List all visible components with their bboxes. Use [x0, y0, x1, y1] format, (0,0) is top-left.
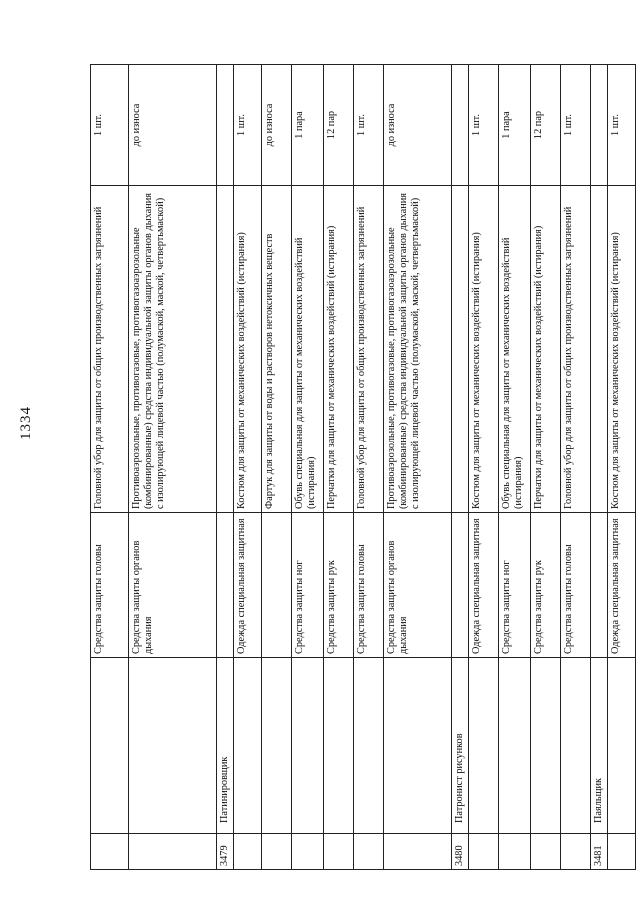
row-item: Костюм для защиты от механических воздействий (истирания) — [608, 186, 636, 513]
row-category: Средства защиты ног — [292, 513, 324, 658]
row-category: Одежда специальная защитная — [608, 513, 636, 658]
row-norm: до износа — [129, 65, 217, 186]
row-category: Средства защиты головы — [91, 513, 129, 658]
table-row — [262, 65, 292, 870]
row-profession — [531, 658, 561, 834]
row-profession — [234, 658, 262, 834]
ppe-norms-table — [90, 65, 621, 870]
row-norm: 1 шт. — [469, 65, 499, 186]
row-norm: до износа — [384, 65, 452, 186]
row-item: Обувь специальная для защиты от механических воздействий (истирания) — [292, 186, 324, 513]
table-row — [292, 65, 324, 870]
row-category: Средства защиты головы — [354, 513, 384, 658]
row-code — [292, 834, 324, 870]
row-profession: Патинировщик — [217, 658, 234, 834]
row-norm: 1 шт. — [354, 65, 384, 186]
row-item: Противоаэрозольные, противогазовые, противогазоаэрозольные (комбинированные) средства индивидуальной защиты органов дыхания с изолирующей лицевой частью (полумаской, маской, четвертьмаской) — [129, 186, 217, 513]
row-norm: до износа — [262, 65, 292, 186]
table-row — [234, 65, 262, 870]
row-code: 3480 — [452, 834, 469, 870]
row-category: Средства защиты органов дыхания — [384, 513, 452, 658]
row-profession — [499, 658, 531, 834]
row-category: Одежда специальная защитная — [234, 513, 262, 658]
table-row — [324, 65, 354, 870]
row-item — [591, 186, 608, 513]
page-number: 1334 — [18, 406, 34, 440]
table-row — [608, 65, 636, 870]
row-code — [129, 834, 217, 870]
row-category — [591, 513, 608, 658]
row-item: Перчатки для защиты от механических воздействий (истирания) — [324, 186, 354, 513]
row-item: Головной убор для защиты от общих производственных загрязнений — [561, 186, 591, 513]
table-row — [217, 65, 234, 870]
row-code — [91, 834, 129, 870]
row-code — [262, 834, 292, 870]
row-norm: 1 шт. — [608, 65, 636, 186]
row-norm: 1 шт. — [91, 65, 129, 186]
row-profession — [608, 658, 636, 834]
row-profession — [561, 658, 591, 834]
row-code: 3481 — [591, 834, 608, 870]
row-item: Головной убор для защиты от общих производственных загрязнений — [354, 186, 384, 513]
table-row — [354, 65, 384, 870]
row-item: Перчатки для защиты от механических воздействий (истирания) — [531, 186, 561, 513]
row-code — [324, 834, 354, 870]
row-profession — [384, 658, 452, 834]
row-code — [531, 834, 561, 870]
row-item: Головной убор для защиты от общих производственных загрязнений — [91, 186, 129, 513]
table-row — [591, 65, 608, 870]
table-row — [452, 65, 469, 870]
row-item — [217, 186, 234, 513]
row-profession — [91, 658, 129, 834]
row-code — [469, 834, 499, 870]
row-profession: Патронист рисунков — [452, 658, 469, 834]
table-row — [561, 65, 591, 870]
row-category — [262, 513, 292, 658]
row-code — [234, 834, 262, 870]
row-norm: 1 шт. — [234, 65, 262, 186]
row-code — [561, 834, 591, 870]
row-code — [608, 834, 636, 870]
table-row — [531, 65, 561, 870]
row-profession — [262, 658, 292, 834]
row-profession — [324, 658, 354, 834]
row-profession — [469, 658, 499, 834]
table-row — [469, 65, 499, 870]
row-code: 3479 — [217, 834, 234, 870]
row-norm — [591, 65, 608, 186]
row-item: Фартук для защиты от воды и растворов нетоксичных веществ — [262, 186, 292, 513]
row-norm: 1 пара — [499, 65, 531, 186]
row-category: Средства защиты головы — [561, 513, 591, 658]
row-norm: 12 пар — [531, 65, 561, 186]
row-code — [354, 834, 384, 870]
row-item — [452, 186, 469, 513]
row-category: Средства защиты рук — [324, 513, 354, 658]
row-profession — [292, 658, 324, 834]
row-item: Костюм для защиты от механических воздействий (истирания) — [234, 186, 262, 513]
row-category: Одежда специальная защитная — [469, 513, 499, 658]
row-norm — [217, 65, 234, 186]
row-category: Средства защиты органов дыхания — [129, 513, 217, 658]
row-profession — [129, 658, 217, 834]
row-norm: 12 пар — [324, 65, 354, 186]
row-item: Противоаэрозольные, противогазовые, противогазоаэрозольные (комбинированные) средства индивидуальной защиты органов дыхания с изолирующей лицевой частью (полумаской, маской, четвертьмаской) — [384, 186, 452, 513]
row-category: Средства защиты рук — [531, 513, 561, 658]
table-row — [129, 65, 217, 870]
row-norm — [452, 65, 469, 186]
row-item: Обувь специальная для защиты от механических воздействий (истирания) — [499, 186, 531, 513]
row-category — [452, 513, 469, 658]
row-category: Средства защиты ног — [499, 513, 531, 658]
table-row — [384, 65, 452, 870]
row-profession — [354, 658, 384, 834]
row-item: Костюм для защиты от механических воздействий (истирания) — [469, 186, 499, 513]
row-norm: 1 шт. — [561, 65, 591, 186]
row-category — [217, 513, 234, 658]
table-row — [499, 65, 531, 870]
row-profession: Паяльщик — [591, 658, 608, 834]
row-norm: 1 пара — [292, 65, 324, 186]
row-code — [499, 834, 531, 870]
row-code — [384, 834, 452, 870]
table-row — [91, 65, 129, 870]
